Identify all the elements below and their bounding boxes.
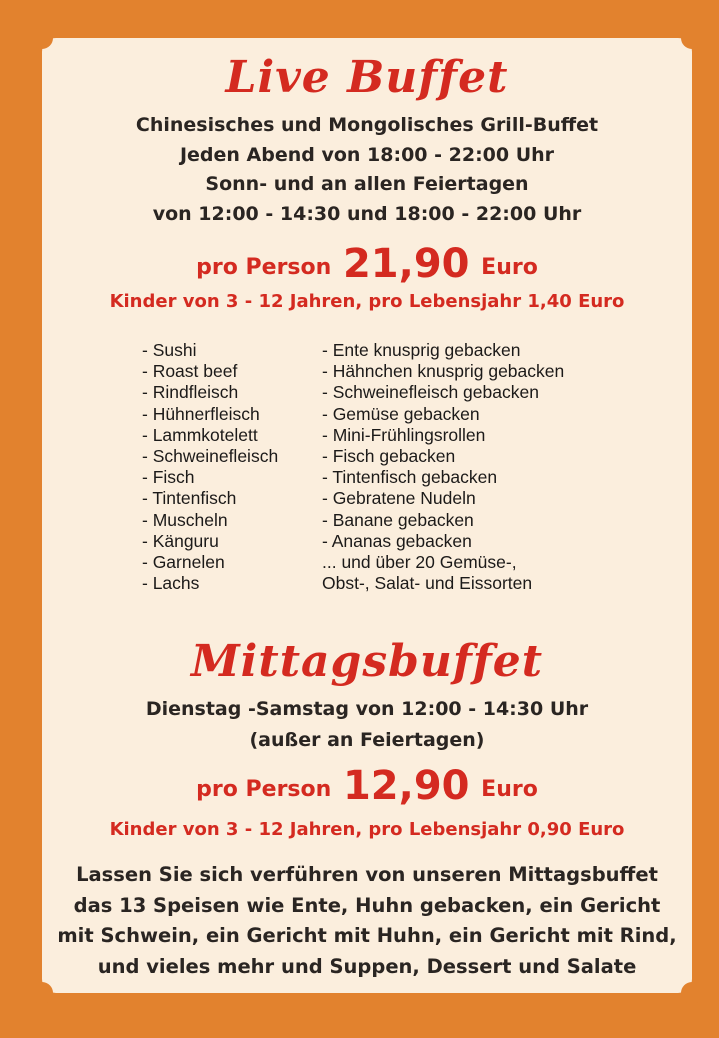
- price-amount: 12,90: [342, 763, 470, 809]
- price-suffix: Euro: [481, 255, 538, 280]
- lunch-buffet-holiday-note: (außer an Feiertagen): [249, 729, 485, 751]
- menu-item: - Ananas gebacken: [322, 530, 472, 551]
- menu-item: - Garnelen: [142, 552, 225, 573]
- menu-item: - Sushi: [142, 340, 197, 360]
- menu-item: - Fisch gebacken: [322, 446, 456, 467]
- menu-item: - Känguru: [142, 530, 219, 551]
- description-line: mit Schwein, ein Gericht mit Huhn, ein Gericht mit Rind,: [57, 924, 677, 947]
- menu-item: - Gemüse gebacken: [322, 403, 480, 424]
- live-buffet-holiday-hours: von 12:00 - 14:30 und 18:00 - 22:00 Uhr: [152, 203, 582, 225]
- price-prefix: pro Person: [196, 255, 332, 280]
- menu-item: - Schweinefleisch gebacken: [322, 382, 539, 403]
- menu-item: - Fisch: [142, 467, 195, 488]
- description-line: und vieles mehr und Suppen, Dessert und Salate: [97, 954, 637, 978]
- lunch-buffet-title: Mittagsbuffet: [190, 636, 544, 687]
- live-buffet-price: [42, 241, 692, 287]
- lunch-buffet-price: [42, 763, 692, 809]
- menu-item: - Ente knusprig gebacken: [322, 340, 521, 360]
- live-buffet-kids-price: Kinder von 3 - 12 Jahren, pro Lebensjahr 1,40 Euro: [109, 291, 625, 312]
- live-buffet-subtitle: Chinesisches und Mongolisches Grill-Buffet: [135, 114, 599, 136]
- price-amount: 21,90: [342, 241, 470, 287]
- live-buffet-holiday-note: Sonn- und an allen Feiertagen: [205, 173, 529, 195]
- menu-item: - Gebratene Nudeln: [322, 488, 476, 509]
- card-corner-notch: [31, 982, 53, 1004]
- menu-item: Obst-, Salat- und Eissorten: [322, 573, 533, 594]
- live-buffet-title: Live Buffet: [225, 52, 509, 103]
- menu-item: - Tintenfisch gebacken: [322, 467, 498, 488]
- live-buffet-evening-hours: Jeden Abend von 18:00 - 22:00 Uhr: [179, 144, 555, 166]
- menu-item: - Hähnchen knusprig gebacken: [322, 361, 565, 382]
- menu-item: ... und über 20 Gemüse-,: [322, 552, 517, 573]
- menu-item: - Banane gebacken: [322, 509, 474, 530]
- description-line: Lassen Sie sich verführen von unseren Mittagsbuffet: [76, 863, 658, 886]
- description-line: das 13 Speisen wie Ente, Huhn gebacken, ein Gericht: [73, 893, 661, 917]
- menu-item: - Rindfleisch: [142, 382, 239, 403]
- menu-item: - Tintenfisch: [142, 488, 237, 509]
- lunch-buffet-kids-price: Kinder von 3 - 12 Jahren, pro Lebensjahr 0,90 Euro: [109, 819, 625, 840]
- card-corner-notch: [681, 982, 703, 1004]
- menu-item: - Lammkotelett: [142, 424, 258, 445]
- menu-card: [42, 38, 692, 993]
- menu-list-left: [142, 340, 278, 594]
- lunch-buffet-description: [42, 860, 692, 982]
- menu-list-right: [322, 340, 564, 594]
- menu-item: - Schweinefleisch: [142, 446, 279, 467]
- menu-item: - Hühnerfleisch: [142, 403, 260, 424]
- lunch-buffet-hours: Dienstag -Samstag von 12:00 - 14:30 Uhr: [145, 698, 589, 720]
- menu-item: - Lachs: [142, 573, 200, 594]
- menu-item: - Roast beef: [142, 361, 238, 382]
- menu-item: - Muscheln: [142, 509, 228, 530]
- menu-item: - Mini-Frühlingsrollen: [322, 424, 486, 445]
- price-prefix: pro Person: [196, 777, 332, 802]
- price-suffix: Euro: [481, 777, 538, 802]
